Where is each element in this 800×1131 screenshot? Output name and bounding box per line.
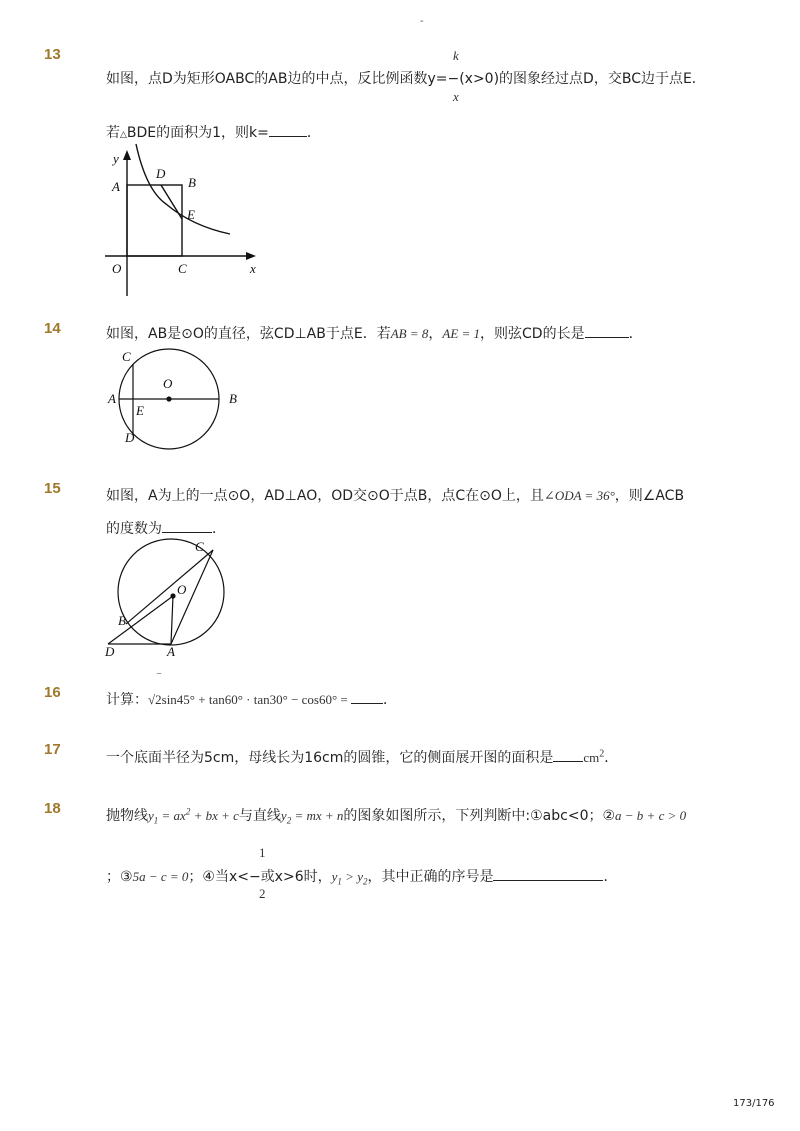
label-E: E bbox=[187, 207, 195, 222]
problem-18-text-g: ，其中正确的序号是 bbox=[367, 869, 494, 885]
label-A: A bbox=[112, 179, 120, 194]
label-x: x bbox=[250, 261, 256, 276]
problem-13-line-1 bbox=[106, 68, 706, 88]
problem-15-line-2 bbox=[106, 518, 226, 538]
problem-13-answer-blank[interactable] bbox=[269, 122, 307, 137]
label-D: D bbox=[156, 166, 166, 181]
problem-14-number: 14 bbox=[44, 320, 61, 337]
problem-15-figure bbox=[100, 536, 240, 662]
y-axis-arrow-icon bbox=[123, 150, 131, 160]
problem-18-text-a: 抛物线 bbox=[106, 808, 148, 824]
problem-14-figure bbox=[100, 344, 250, 456]
problem-18-text-e: ；④当x<− bbox=[188, 869, 261, 885]
problem-14-sep: ， bbox=[428, 326, 443, 342]
label-D: D bbox=[125, 430, 135, 445]
label-O: O bbox=[163, 376, 173, 391]
problem-13-minus: − bbox=[447, 71, 460, 87]
problem-17-number: 17 bbox=[44, 741, 61, 758]
problem-14-math-ae: AE = 1 bbox=[442, 326, 481, 341]
label-C: C bbox=[178, 261, 187, 276]
label-B: B bbox=[188, 175, 196, 190]
label-C: C bbox=[195, 539, 204, 554]
label-B: B bbox=[229, 391, 237, 406]
problem-17-unit: cm bbox=[583, 750, 600, 765]
problem-16-text-b: ． bbox=[383, 692, 398, 708]
label-A: A bbox=[108, 391, 116, 406]
x-axis-arrow-icon bbox=[246, 252, 256, 260]
problem-18-math-y1-gt-y2: $y_1 > y_2$ bbox=[331, 869, 368, 887]
problem-13-text-d: BDE的面积为1，则k= bbox=[126, 125, 269, 141]
center-dot-icon bbox=[170, 593, 175, 598]
label-O: O bbox=[177, 582, 187, 597]
center-dot-icon bbox=[166, 396, 171, 401]
problem-14-text-a: 如图，AB是⊙O的直径，弦CD⊥AB于点E．若 bbox=[106, 326, 391, 342]
problem-16-sqrt-bar: ‾ bbox=[157, 672, 161, 686]
problem-18-text-d: ；③ bbox=[106, 869, 133, 885]
problem-15-answer-blank[interactable] bbox=[162, 518, 212, 533]
label-y: y bbox=[113, 151, 119, 166]
problem-18-text-b: 与直线 bbox=[238, 808, 281, 824]
problem-13-text-b: (x>0)的图象经过点D，交BC边于点E． bbox=[459, 71, 706, 87]
label-O: O bbox=[112, 261, 122, 276]
problem-14-math-ab: AB = 8 bbox=[390, 326, 429, 341]
top-mark: - bbox=[420, 16, 424, 27]
problem-17-answer-blank[interactable] bbox=[553, 747, 583, 762]
problem-14-line-1 bbox=[106, 323, 643, 343]
problem-13-triangle-symbol: △ bbox=[120, 130, 127, 140]
problem-18-math-5ac: 5a − c = 0 bbox=[132, 869, 189, 884]
label-C: C bbox=[122, 349, 131, 364]
problem-15-text-d: ． bbox=[212, 521, 226, 537]
problem-18-math-abc: a − b + c > 0 bbox=[615, 808, 687, 823]
problem-13-line-2 bbox=[106, 122, 321, 142]
problem-13-text-a: 如图，点D为矩形OABC的AB边的中点，反比例函数y= bbox=[106, 71, 448, 87]
problem-15-line-1 bbox=[106, 485, 684, 505]
problem-14-text-c: ． bbox=[628, 326, 643, 342]
problem-15-math-angle: ∠ODA = 36° bbox=[543, 488, 615, 503]
problem-15-text-c: 的度数为 bbox=[106, 521, 162, 537]
problem-16-number: 16 bbox=[44, 684, 61, 701]
problem-13-number: 13 bbox=[44, 46, 61, 63]
problem-18-text-c: 的图象如图所示，下列判断中:①abc<0；② bbox=[343, 808, 616, 824]
problem-18-text-f: 或x>6时， bbox=[260, 869, 332, 885]
problem-16-answer-blank[interactable] bbox=[351, 689, 383, 704]
problem-16-text-a: 计算： bbox=[106, 692, 148, 708]
label-A: A bbox=[167, 644, 175, 659]
problem-13-text-c: 若 bbox=[106, 125, 120, 141]
problem-13-fraction-denominator: x bbox=[453, 89, 459, 104]
label-D: D bbox=[105, 644, 115, 659]
problem-18-math-y1: $y_1 = ax^2$ + bx + c bbox=[148, 806, 239, 826]
problem-18-fraction-denominator: 2 bbox=[259, 886, 266, 901]
problem-15-text-b: ，则∠ACB bbox=[614, 488, 685, 504]
problem-18-math-y2: $y_2$ = mx + n bbox=[280, 808, 344, 826]
problem-16-math: √2sin45° + tan60° · tan30° − cos60° = bbox=[148, 692, 352, 707]
problem-18-line-2 bbox=[106, 866, 617, 887]
problem-14-answer-blank[interactable] bbox=[585, 323, 629, 338]
problem-15-text-a: 如图，A为上的一点⊙O，AD⊥AO，OD交⊙O于点B，点C在⊙O上，且 bbox=[106, 488, 544, 504]
label-E: E bbox=[136, 403, 144, 418]
problem-15-number: 15 bbox=[44, 480, 61, 497]
problem-13-fraction-numerator: k bbox=[453, 48, 459, 63]
problem-18-text-h: ． bbox=[603, 869, 618, 885]
problem-14-text-b: ，则弦CD的长是 bbox=[480, 326, 585, 342]
label-B: B bbox=[118, 613, 126, 628]
problem-17-text-b: ． bbox=[604, 750, 619, 766]
problem-18-answer-blank[interactable] bbox=[493, 866, 603, 881]
problem-17-line bbox=[106, 747, 618, 767]
problem-13-figure bbox=[100, 142, 270, 302]
problem-13-text-e: ． bbox=[306, 125, 321, 141]
page-number: 173/176 bbox=[733, 1098, 775, 1109]
problem-17-unit-sup: 2 bbox=[599, 748, 605, 760]
problem-18-fraction-numerator: 1 bbox=[259, 845, 266, 860]
problem-17-text-a: 一个底面半径为5cm，母线长为16cm的圆锥，它的侧面展开图的面积是 bbox=[106, 750, 554, 766]
problem-18-number: 18 bbox=[44, 800, 61, 817]
problem-18-line-1 bbox=[106, 805, 686, 826]
problem-16-line bbox=[106, 689, 397, 709]
